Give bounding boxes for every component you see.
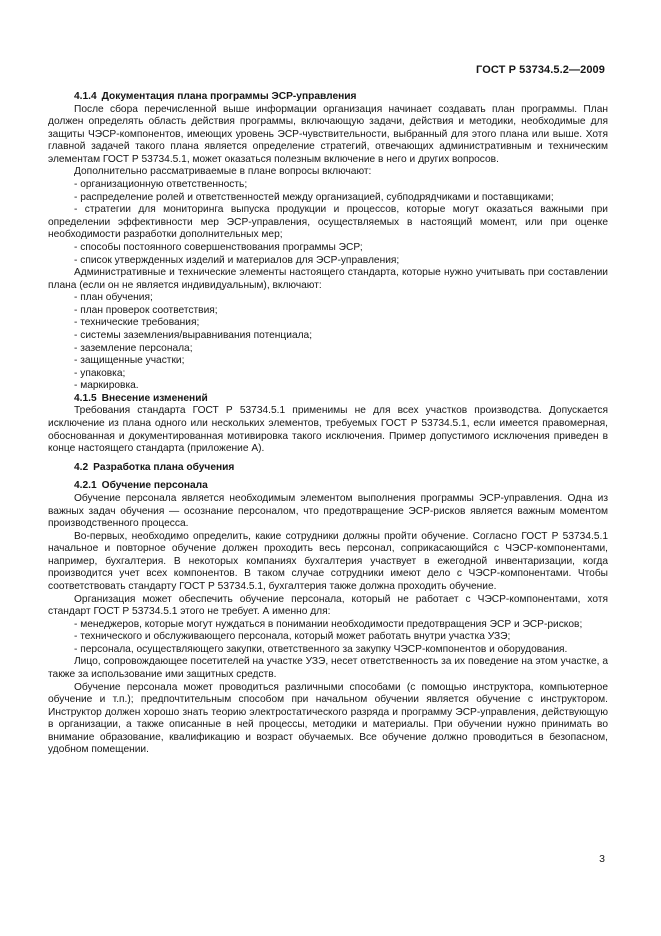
document-body <box>48 91 608 757</box>
list-item: - организационную ответственность; <box>74 179 248 191</box>
list-item: - стратегии для мониторинга выпуска продукции и процессов, которые могут оказаться важными при определении эффективности мер ЭСР-управления, осуществляемых в настоящий момент, или при оценке необходимости разработки дополнительных мер; <box>48 204 608 241</box>
section-heading <box>48 480 608 493</box>
list-item: - упаковка; <box>74 367 126 379</box>
section-heading <box>48 462 608 475</box>
paragraph: Административные и технические элементы настоящего стандарта, которые нужно учитывать при составлении плана (если он не является индивидуальным), включают: <box>48 267 608 291</box>
document-code: ГОСТ Р 53734.5.2—2009 <box>476 64 605 76</box>
page-number: 3 <box>599 853 605 865</box>
section-heading <box>48 91 608 104</box>
list-item: - маркировка. <box>74 380 139 392</box>
list-item: - персонала, осуществляющего закупки, ответственного за закупку ЧЭСР-компонентов и оборудования. <box>74 643 568 655</box>
paragraph: Обучение персонала является необходимым элементом выполнения программы ЭСР-управления. Одна из важных задач обучения — осознание персоналом, что предотвращение ЭСР-рисков является важным моментом производственного процесса. <box>48 492 608 530</box>
section-number: 4.2.1 <box>74 480 97 492</box>
section-number: 4.1.5 <box>74 392 97 404</box>
list-item: - список утвержденных изделий и материалов для ЭСР-управления; <box>74 254 400 266</box>
list-item: - менеджеров, которые могут нуждаться в понимании необходимости предотвращения ЭСР и ЭСР-рисков; <box>74 618 583 630</box>
list-item: - защищенные участки; <box>74 355 185 367</box>
section-number: 4.2 <box>74 461 89 473</box>
paragraph: Требования стандарта ГОСТ Р 53734.5.1 применимы не для всех участков производства. Допускается исключение из плана одного или нескольких элементов, требуемых ГОСТ Р 53734.5.1, если имеется правомерная, обоснованная и документированная мотивировка такого исключения. Пример допустимого исключения приведен в конце настоящего стандарта (приложение А). <box>48 405 608 455</box>
paragraph: Организация может обеспечить обучение персонала, который не работает с ЧЭСР-компонентами, хотя стандарт ГОСТ Р 53734.5.1 этого не требует. А именно для: <box>48 593 608 618</box>
paragraph: Дополнительно рассматриваемые в плане вопросы включают: <box>74 166 372 178</box>
list-item: - распределение ролей и ответственностей между организацией, субподрядчиками и поставщиками; <box>74 191 554 203</box>
paragraph: Лицо, сопровождающее посетителей на участке УЗЭ, несет ответственность за их поведение на этом участке, а также за использование ими защитных средств. <box>48 656 608 681</box>
paragraph: Во-первых, необходимо определить, какие сотрудники должны пройти обучение. Согласно ГОСТ Р 53734.5.1 начальное и повторное обучение должен проходить весь персонал, соприкасающийся с ЧЭСР-компонентами, например, бухгалтерия. В некоторых компаниях бухгалтерия участвует в ежегодной инвентаризации, когда производится учет всех компонентов. В таком случае сотрудники имеют дело с ЧЭСР-компонентами. Чтобы соответствовать стандарту ГОСТ Р 53734.5.1, бухгалтерия также должна проходить обучение. <box>48 530 608 592</box>
list-item: - технического и обслуживающего персонала, который может работать внутри участка УЗЭ; <box>74 631 511 643</box>
list-item: - технические требования; <box>74 317 200 329</box>
section-heading <box>48 393 608 406</box>
list-item: - план проверок соответствия; <box>74 304 218 316</box>
section-number: 4.1.4 <box>74 91 97 102</box>
paragraph: Обучение персонала может проводиться различными способами (с помощью инструктора, компьютерное обучение и т.п.); предпочтительным способом при начальном обучении является обучение с инструктором. Инструктор должен хорошо знать теорию электростатического разряда и программу ЭСР-управления, действующую в организации, а также описанные в ней процессы, методики и материалы. При обучении нужно принимать во внимание образование, квалификацию и возраст обучаемых. Все обучение должно проводиться в безопасном, удобном помещении. <box>48 681 608 756</box>
section-title: Внесение изменений <box>101 392 208 404</box>
section-title: Документация плана программы ЭСР-управления <box>101 91 357 102</box>
list-item: - системы заземления/выравнивания потенциала; <box>74 329 313 341</box>
section-title: Разработка плана обучения <box>93 461 235 473</box>
list-item: - способы постоянного совершенствования программы ЭСР; <box>74 241 363 253</box>
list-item: - план обучения; <box>74 292 153 304</box>
list-item: - заземление персонала; <box>74 342 193 354</box>
section-title: Обучение персонала <box>101 480 208 492</box>
paragraph: После сбора перечисленной выше информации организация начинает создавать план программы. План должен определять область действия программы, включающую задачи, действия и методики, необходимые для защиты ЧЭСР-компонентов, имеющих уровень ЭСР-чувствительности, выбранный для этого плана или выше. Хотя главной задачей такого плана является определение стратегий, отвечающих административным и техническим элементам ГОСТ Р 53734.5.1, может оказаться полезным включение в него и других вопросов. <box>48 103 608 165</box>
